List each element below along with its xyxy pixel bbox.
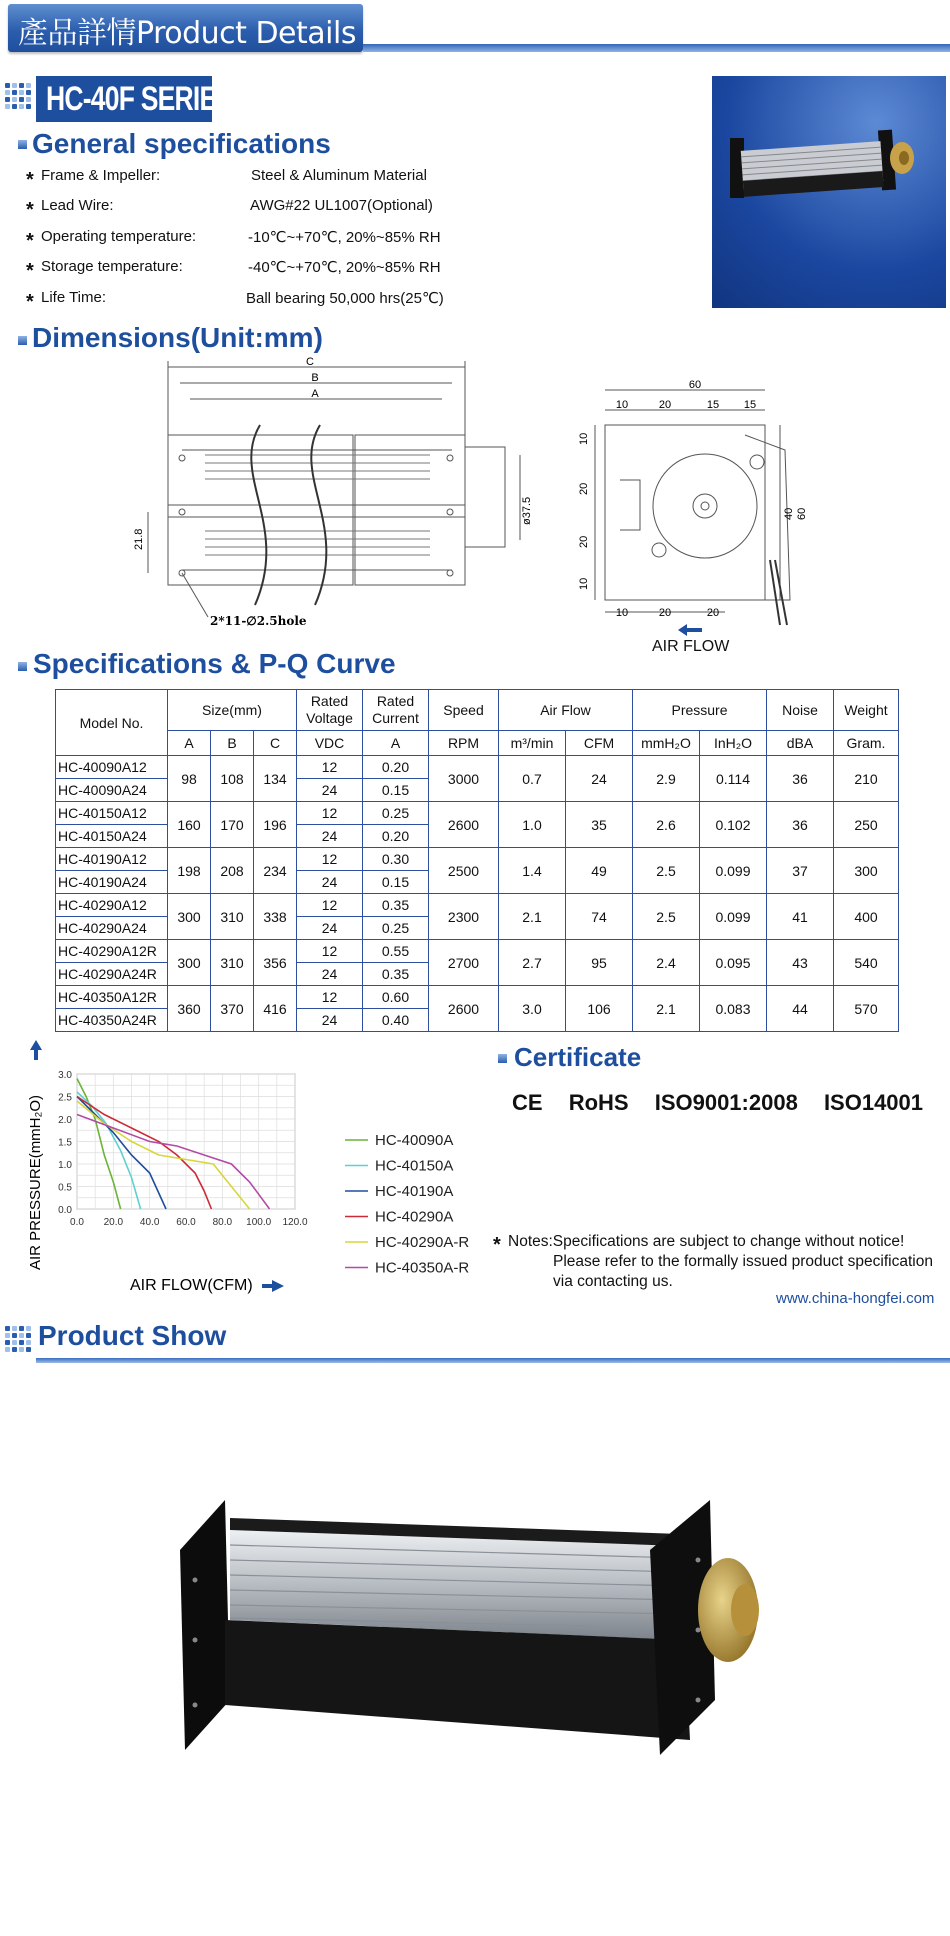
size-c-cell: 134	[254, 756, 297, 802]
model-cell: HC-40090A24	[56, 779, 168, 802]
unit-cell: C	[254, 731, 297, 756]
asterisk-icon: *	[26, 291, 34, 313]
spec-label: Storage temperature:	[41, 258, 183, 275]
model-cell: HC-40290A24R	[56, 963, 168, 986]
size-c-cell: 356	[254, 940, 297, 986]
header-divider	[363, 44, 950, 52]
spec-value: Ball bearing 50,000 hrs(25℃)	[246, 290, 444, 307]
col-pressure: Pressure	[633, 690, 767, 731]
size-c-cell: 416	[254, 986, 297, 1032]
dim-label: 21.8	[133, 528, 145, 550]
y-tick-label: 1.0	[58, 1160, 72, 1171]
voltage-cell: 24	[297, 871, 363, 894]
speed-cell: 2300	[429, 894, 499, 940]
y-tick-label: 0.5	[58, 1182, 72, 1194]
col-current: Rated Current	[363, 690, 429, 731]
x-tick-label: 40.0	[139, 1217, 160, 1228]
model-cell: HC-40190A12	[56, 848, 168, 871]
unit-cell: InH₂O	[700, 731, 767, 756]
current-cell: 0.20	[363, 825, 429, 848]
product-show-image	[160, 1490, 800, 1780]
model-cell: HC-40290A12	[56, 894, 168, 917]
current-cell: 0.25	[363, 917, 429, 940]
col-voltage: Rated Voltage	[297, 690, 363, 731]
x-tick-label: 80.0	[212, 1217, 233, 1228]
airflow-cfm-cell: 95	[566, 940, 633, 986]
current-cell: 0.40	[363, 1009, 429, 1032]
airflow-cfm-cell: 106	[566, 986, 633, 1032]
dim-label: A	[311, 388, 319, 400]
noise-cell: 44	[767, 986, 834, 1032]
bullet-square-icon	[498, 1054, 507, 1063]
size-b-cell: 310	[211, 894, 254, 940]
x-tick-label: 0.0	[70, 1217, 84, 1228]
airflow-cfm-cell: 74	[566, 894, 633, 940]
y-tick-label: 1.5	[58, 1137, 72, 1149]
fan-image	[712, 76, 946, 308]
weight-cell: 400	[834, 894, 899, 940]
table-row	[56, 848, 899, 871]
current-cell: 0.60	[363, 986, 429, 1009]
unit-cell: RPM	[429, 731, 499, 756]
pressure-mm-cell: 2.5	[633, 848, 700, 894]
size-a-cell: 300	[168, 940, 211, 986]
dim-label: 10	[578, 432, 590, 445]
size-a-cell: 160	[168, 802, 211, 848]
dim-label: 2*11-∅2.5hole	[210, 614, 307, 628]
pq-chart	[0, 1040, 490, 1300]
arrow-left-icon	[678, 624, 702, 636]
table-row	[56, 802, 899, 825]
dim-label: B	[311, 372, 319, 384]
legend-label: HC-40290A-R	[375, 1234, 470, 1251]
pressure-in-cell: 0.102	[700, 802, 767, 848]
model-cell: HC-40290A24	[56, 917, 168, 940]
size-b-cell: 370	[211, 986, 254, 1032]
model-cell: HC-40290A12R	[56, 940, 168, 963]
page-title: 產品詳情Product Details	[18, 16, 356, 51]
pressure-mm-cell: 2.5	[633, 894, 700, 940]
dim-label: 15	[743, 399, 757, 411]
y-tick-label: 2.0	[58, 1115, 72, 1126]
specs-title: Specifications & P-Q Curve	[33, 648, 396, 679]
y-tick-label: 0.0	[58, 1205, 72, 1216]
series-name: HC-40F SERIES	[46, 80, 234, 118]
weight-cell: 300	[834, 848, 899, 894]
col-noise: Noise	[767, 690, 834, 731]
noise-cell: 41	[767, 894, 834, 940]
ce-mark: CE	[512, 1090, 543, 1115]
noise-cell: 37	[767, 848, 834, 894]
current-cell: 0.35	[363, 963, 429, 986]
table-row	[56, 756, 899, 779]
dim-label: 20	[658, 607, 672, 619]
unit-cell: dBA	[767, 731, 834, 756]
side-view-drawing	[565, 380, 815, 660]
voltage-cell: 24	[297, 825, 363, 848]
voltage-cell: 12	[297, 756, 363, 779]
section-divider	[36, 1358, 950, 1363]
current-cell: 0.35	[363, 894, 429, 917]
iso14001-mark: ISO14001	[823, 1090, 924, 1115]
x-tick-label: 60.0	[176, 1217, 196, 1228]
size-c-cell: 196	[254, 802, 297, 848]
col-weight: Weight	[834, 690, 899, 731]
unit-cell: VDC	[297, 731, 363, 756]
weight-cell: 210	[834, 756, 899, 802]
size-b-cell: 208	[211, 848, 254, 894]
iso9001-mark: ISO9001:2008	[654, 1090, 798, 1115]
x-tick-label: 20.0	[103, 1217, 124, 1228]
model-cell: HC-40090A12	[56, 756, 168, 779]
voltage-cell: 24	[297, 779, 363, 802]
airflow-m3-cell: 3.0	[499, 986, 566, 1032]
dim-label: 40	[783, 507, 795, 520]
unit-cell: CFM	[566, 731, 633, 756]
spec-label: Operating temperature:	[41, 228, 197, 245]
y-tick-label: 2.5	[58, 1092, 72, 1104]
table-row	[56, 986, 899, 1009]
website-link[interactable]: www.china-hongfei.com	[776, 1290, 935, 1307]
weight-cell: 540	[834, 940, 899, 986]
col-size: Size(mm)	[168, 690, 297, 731]
product-photo	[712, 76, 946, 308]
bullet-square-icon	[18, 140, 27, 149]
airflow-label: AIR FLOW	[652, 638, 730, 655]
size-a-cell: 300	[168, 894, 211, 940]
dots-icon	[5, 83, 31, 109]
airflow-m3-cell: 1.4	[499, 848, 566, 894]
dim-label: 20	[706, 607, 720, 619]
spec-value: -40℃~+70℃, 20%~85% RH	[248, 259, 441, 276]
pressure-in-cell: 0.083	[700, 986, 767, 1032]
col-airflow: Air Flow	[499, 690, 633, 731]
pressure-mm-cell: 2.1	[633, 986, 700, 1032]
rohs-mark: RoHS	[568, 1090, 629, 1115]
dimensions-title: Dimensions(Unit:mm)	[32, 322, 323, 353]
voltage-cell: 12	[297, 848, 363, 871]
voltage-cell: 24	[297, 1009, 363, 1032]
current-cell: 0.15	[363, 871, 429, 894]
spec-label: Lead Wire:	[41, 197, 114, 214]
x-axis-label: AIR FLOW(CFM)	[130, 1277, 253, 1294]
y-axis-label: AIR PRESSURE(mmH₂O)	[27, 1095, 44, 1270]
speed-cell: 2600	[429, 986, 499, 1032]
table-row	[56, 940, 899, 963]
size-a-cell: 98	[168, 756, 211, 802]
legend-label: HC-40350A-R	[375, 1259, 470, 1277]
airflow-cfm-cell: 49	[566, 848, 633, 894]
noise-cell: 36	[767, 802, 834, 848]
unit-cell: A	[363, 731, 429, 756]
spec-table	[55, 689, 899, 1032]
speed-cell: 2700	[429, 940, 499, 986]
bullet-square-icon	[18, 336, 27, 345]
notes	[494, 1232, 933, 1292]
unit-cell: A	[168, 731, 211, 756]
notes-line: Please refer to the formally issued product specification	[553, 1253, 933, 1270]
size-c-cell: 338	[254, 894, 297, 940]
size-b-cell: 170	[211, 802, 254, 848]
x-tick-label: 120.0	[282, 1217, 308, 1228]
spec-value: AWG#22 UL1007(Optional)	[250, 197, 433, 214]
pressure-in-cell: 0.095	[700, 940, 767, 986]
model-cell: HC-40150A24	[56, 825, 168, 848]
current-cell: 0.55	[363, 940, 429, 963]
current-cell: 0.20	[363, 756, 429, 779]
notes-line: Notes:Specifications are subject to change without notice!	[508, 1233, 905, 1250]
dots-icon	[5, 1326, 31, 1352]
certificate-title: Certificate	[514, 1042, 642, 1072]
voltage-cell: 24	[297, 917, 363, 940]
legend-label: HC-40150A	[375, 1157, 454, 1175]
dim-label: 20	[578, 535, 590, 548]
size-b-cell: 310	[211, 940, 254, 986]
unit-cell: mmH₂O	[633, 731, 700, 756]
asterisk-icon: *	[26, 260, 34, 282]
col-model: Model No.	[56, 690, 168, 756]
airflow-m3-cell: 0.7	[499, 756, 566, 802]
legend-label: HC-40290A	[375, 1208, 454, 1226]
airflow-cfm-cell: 24	[566, 756, 633, 802]
legend-label: HC-40190A	[375, 1183, 454, 1200]
product-show-title: Product Show	[38, 1320, 227, 1351]
size-a-cell: 198	[168, 848, 211, 894]
front-view-drawing	[130, 355, 550, 635]
cert-marks	[512, 1090, 923, 1116]
speed-cell: 3000	[429, 756, 499, 802]
dim-label: ø37.5	[521, 496, 533, 525]
general-spec-title: General specifications	[32, 128, 331, 159]
model-cell: HC-40190A24	[56, 871, 168, 894]
model-cell: HC-40350A12R	[56, 986, 168, 1009]
model-cell: HC-40150A12	[56, 802, 168, 825]
asterisk-icon: *	[493, 1234, 501, 1256]
dim-label: 10	[615, 399, 629, 411]
speed-cell: 2500	[429, 848, 499, 894]
dim-label: 60	[688, 380, 702, 391]
pressure-mm-cell: 2.6	[633, 802, 700, 848]
spec-value: Steel & Aluminum Material	[251, 167, 427, 184]
unit-cell: m³/min	[499, 731, 566, 756]
weight-cell: 570	[834, 986, 899, 1032]
pressure-mm-cell: 2.9	[633, 756, 700, 802]
current-cell: 0.30	[363, 848, 429, 871]
noise-cell: 36	[767, 756, 834, 802]
arrow-up-icon	[30, 1040, 42, 1060]
current-cell: 0.25	[363, 802, 429, 825]
voltage-cell: 12	[297, 802, 363, 825]
size-c-cell: 234	[254, 848, 297, 894]
col-speed: Speed	[429, 690, 499, 731]
asterisk-icon: *	[26, 199, 34, 221]
voltage-cell: 24	[297, 963, 363, 986]
y-tick-label: 3.0	[58, 1070, 72, 1081]
asterisk-icon: *	[26, 230, 34, 252]
header-bar	[0, 0, 950, 56]
pressure-in-cell: 0.099	[700, 894, 767, 940]
spec-value: -10℃~+70℃, 20%~85% RH	[248, 229, 441, 246]
size-b-cell: 108	[211, 756, 254, 802]
airflow-m3-cell: 2.7	[499, 940, 566, 986]
spec-label: Life Time:	[41, 289, 107, 306]
pressure-mm-cell: 2.4	[633, 940, 700, 986]
voltage-cell: 12	[297, 894, 363, 917]
current-cell: 0.15	[363, 779, 429, 802]
pressure-in-cell: 0.114	[700, 756, 767, 802]
dim-label: 20	[658, 399, 672, 411]
airflow-m3-cell: 1.0	[499, 802, 566, 848]
noise-cell: 43	[767, 940, 834, 986]
pressure-in-cell: 0.099	[700, 848, 767, 894]
airflow-cfm-cell: 35	[566, 802, 633, 848]
legend-label: HC-40090A	[375, 1132, 454, 1149]
unit-cell: B	[211, 731, 254, 756]
x-tick-label: 100.0	[246, 1217, 272, 1228]
dim-label: 10	[615, 607, 629, 619]
dim-label: C	[306, 356, 314, 368]
series-line	[77, 1101, 250, 1209]
table-row	[56, 894, 899, 917]
speed-cell: 2600	[429, 802, 499, 848]
dim-label: 15	[706, 399, 720, 411]
dim-label: 60	[796, 507, 808, 520]
spec-label: Frame & Impeller:	[41, 167, 161, 184]
asterisk-icon: *	[26, 169, 34, 191]
voltage-cell: 12	[297, 986, 363, 1009]
bullet-square-icon	[18, 662, 27, 671]
dim-label: 10	[578, 577, 590, 590]
notes-line: via contacting us.	[553, 1273, 673, 1290]
airflow-m3-cell: 2.1	[499, 894, 566, 940]
dim-label: 20	[578, 482, 590, 495]
weight-cell: 250	[834, 802, 899, 848]
unit-cell: Gram.	[834, 731, 899, 756]
model-cell: HC-40350A24R	[56, 1009, 168, 1032]
arrow-right-icon	[262, 1280, 284, 1292]
size-a-cell: 360	[168, 986, 211, 1032]
voltage-cell: 12	[297, 940, 363, 963]
